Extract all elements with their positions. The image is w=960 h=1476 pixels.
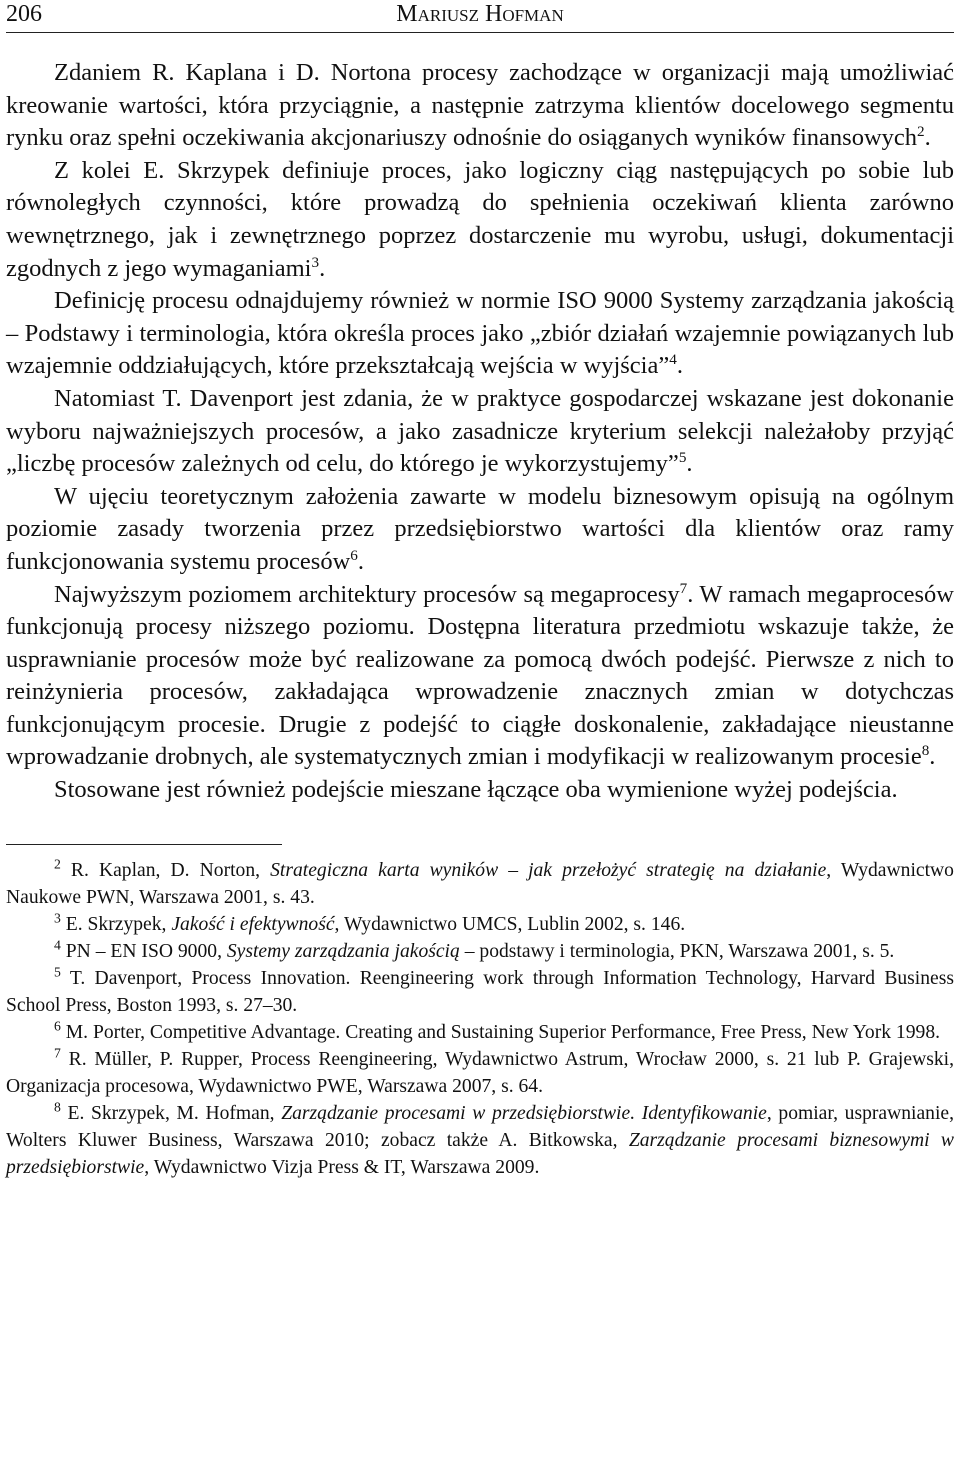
footnote-marker: 5 [678,448,687,466]
text-run: . [686,450,693,478]
text-run: R. Kaplan, D. Norton, [60,859,271,881]
text-run: . [357,547,364,575]
text-run: Systemy zarządzania jakością [226,940,460,962]
text-run: PN – EN ISO 9000, [60,940,227,962]
text-run: Stosowane jest również podejście mieszane łączące oba wymienione wyżej podejścia. [54,776,898,804]
footnote [6,857,954,911]
text-run: Z kolei E. Skrzypek definiuje proces, jako logiczny ciąg następujących po sobie lub równoległych czynności, które prowadzą do spełnienia oczekiwań klienta zarówno wewnętrznego, jak i zewnętrznego poprzez dostarczenie mu wyrobu, usługi, dokumentacji zgodnych z jego wymaganiami [6,156,954,282]
footnote-marker: 2 [917,123,925,141]
page-number: 206 [6,1,42,27]
text-run: , Wydawnictwo Naukowe PWN, Warszawa 2001, s. 43. [6,859,954,908]
text-run: Zarządzanie procesami biznesowymi w przedsiębiorstwie [6,1129,954,1178]
footnote-marker: 2 [54,856,61,872]
footnote-marker: 7 [54,1045,61,1061]
footnote-marker: 8 [54,1099,61,1115]
text-run: . [929,743,936,771]
text-run: R. Müller, P. Rupper, Process Reengineering, Wydawnictwo Astrum, Wrocław 2000, s. 21 lub P. Grajewski, Organizacja procesowa, Wydawnictwo PWE, Warszawa 2007, s. 64. [6,1048,954,1097]
text-run: Najwyższym poziomem architektury procesów są megaprocesy [54,580,680,608]
running-head: Mariusz Hofman [396,1,564,27]
text-run: Zdaniem R. Kaplana i D. Nortona procesy zachodzące w organizacji mają umożliwiać kreowanie wartości, która przyciągnie, a następnie zatrzyma klientów docelowego segmentu rynku oraz spełni oczekiwania akcjonariuszy odnośnie do osiąganych wyników finansowych [6,59,954,152]
footnote [6,1046,954,1100]
footnote-marker: 4 [54,937,61,953]
text-run: . W ramach megaprocesów funkcjonują procesy niższego poziomu. Dostępna literatura przedmiotu wskazuje także, że usprawnianie procesów może być realizowane za pomocą dwóch podejść. Pierwsze z nich to reinżynieria procesów, zakładająca wprowadzenie znacznych zmian w dotychczas funkcjonującym procesie. Drugie z podejść to ciągłe doskonalenie, zakładające nieustanne wprowadzanie drobnych, ale systematycznych zmian i modyfikacji w realizowanym procesie [6,580,954,771]
body-paragraph [6,774,954,807]
text-run: – podstawy i terminologia, PKN, Warszawa 2001, s. 5. [459,940,895,962]
footnotes [6,857,954,1181]
page-header [6,0,954,33]
text-run: Natomiast T. Davenport jest zdania, że w praktyce gospodarczej wskazane jest dokonanie wyboru najważniejszych procesów, a jako zasadnicze kryterium selekcji należałoby przyjąć „liczbę procesów zależnych od celu, do którego je wykorzystujemy” [6,384,954,478]
body-paragraph [6,481,954,579]
book-page [6,0,954,1181]
text-run: . [676,352,683,380]
text-run: T. Davenport, Process Innovation. Reengineering work through Information Technology, Harvard Business School Press, Boston 1993, s. 27–30. [6,967,954,1016]
body-paragraph [6,285,954,383]
text-run: dzania jakością [802,287,954,315]
body-paragraph [6,57,954,155]
text-run: Strategiczna karta wyników – jak przełożyć strategię na działanie [270,859,827,881]
footnote [6,938,954,965]
text-run: M. Porter, Competitive Advantage. Creating and Sustaining Superior Performance, Free Press, New York 1998. [60,1021,941,1043]
footnote-marker: 3 [54,910,61,926]
text-run: Jakość i efektywność [171,913,335,935]
text-run: – Podstawy i terminologia, która określa proces jako „zbiór działań wzajemnie powiązanych lub wzajemnie oddziałujących, które przekształcają wejścia w wyjścia” [6,319,954,380]
text-run: , pomiar, usprawnianie, Wolters Kluwer Business, Warszawa 2010; zobacz także A. Bitkowska, [6,1102,955,1151]
body-paragraph [6,383,954,481]
text-run: . [924,124,931,152]
footnote [6,1100,954,1181]
footnote-marker: 5 [54,964,61,980]
footnote-marker: 6 [350,546,358,564]
text-run: E. Skrzypek, [60,913,172,935]
footnote [6,965,954,1019]
text-run: , Wydawnictwo Vizja Press & IT, Warszawa 2009. [144,1156,540,1178]
body-paragraph [6,155,954,285]
footnote-marker: 6 [54,1018,61,1034]
footnote-marker: 8 [921,742,930,760]
text-run: W ujęciu teoretycznym założenia zawarte w modelu biznesowym opisują na ogólnym poziomie zasady tworzenia przez przedsiębiorstwo wartości dla klientów oraz ramy funkcjonowania systemu procesów [6,482,954,575]
text-run: , Wydawnictwo UMCS, Lublin 2002, s. 146. [334,913,686,935]
footnote [6,1019,954,1046]
footnote-marker: 3 [311,253,320,271]
footnote-marker: 4 [669,351,677,369]
body-paragraph [6,579,954,775]
footnote-separator [6,844,282,845]
text-run: Definicję procesu odnajdujemy również w normie ISO 9000 Systemy zarzą [54,287,803,315]
main-text [6,57,954,807]
footnote [6,911,954,938]
text-run: . [319,254,326,282]
text-run: E. Skrzypek, M. Hofman, [60,1102,282,1124]
footnote-marker: 7 [679,579,688,597]
text-run: Zarządzanie procesami w przedsiębiorstwie. Identyfikowanie [281,1102,767,1124]
